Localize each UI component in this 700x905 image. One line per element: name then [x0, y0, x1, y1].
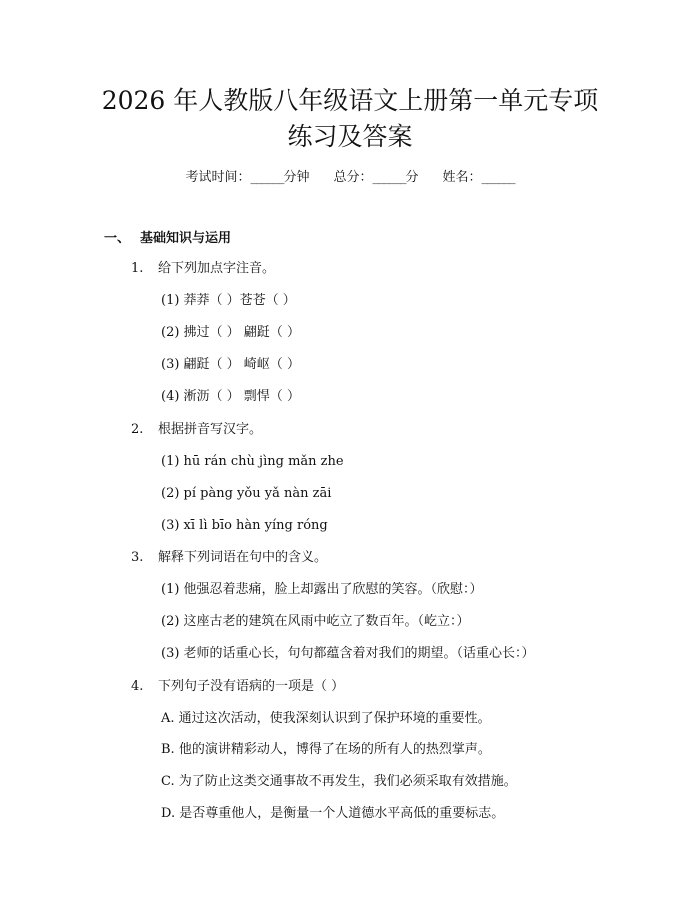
- question-3-item-1: (1) 他强忍着悲痛，脸上却露出了欣慰的笑容。（欣慰：）: [161, 582, 483, 597]
- question-4-option-a: A. 通过这次活动，使我深刻认识到了保护环境的重要性。: [161, 711, 491, 726]
- question-number: 3.: [131, 550, 144, 565]
- question-text: 给下列加点字注音。: [158, 261, 276, 276]
- question-1-item-4: (4) 淅沥（ ） 剽悍（ ）: [161, 389, 300, 404]
- page-title-line-2: 练习及答案: [287, 122, 413, 151]
- page-title-line-1: 2026 年人教版八年级语文上册第一单元专项: [101, 86, 599, 115]
- total-score-blank: ______: [372, 170, 406, 185]
- question-4-option-c: C. 为了防止这类交通事故不再发生，我们必须采取有效措施。: [161, 774, 517, 789]
- total-score-label: 总分：: [333, 170, 373, 185]
- question-number: 1.: [131, 261, 144, 276]
- exam-meta-line: [0, 168, 700, 188]
- question-text: 下列句子没有语病的一项是（ ）: [158, 679, 345, 694]
- question-number: 4.: [131, 679, 144, 694]
- question-number: 2.: [131, 422, 144, 437]
- question-2-item-2: (2) pí pàng yǒu yǎ nàn zāi: [161, 486, 332, 501]
- student-name-label: 姓名：: [442, 170, 482, 185]
- question-text: 解释下列词语在句中的含义。: [158, 550, 328, 565]
- question-3: [131, 548, 327, 568]
- question-text: 根据拼音写汉字。: [158, 422, 263, 437]
- question-3-item-3: (3) 老师的话重心长，句句都蕴含着对我们的期望。（话重心长：）: [161, 646, 535, 661]
- question-4-option-b: B. 他的演讲精彩动人，博得了在场的所有人的热烈掌声。: [161, 742, 491, 757]
- question-4-option-d: D. 是否尊重他人，是衡量一个人道德水平高低的重要标志。: [161, 806, 505, 821]
- section-title: 基础知识与运用: [140, 231, 232, 246]
- question-1: [131, 259, 275, 279]
- total-score-unit: 分: [405, 170, 419, 185]
- exam-time-blank: ______: [250, 170, 284, 185]
- question-2-item-3: (3) xī lì bīo hàn yíng róng: [161, 518, 328, 533]
- question-1-item-3: (3) 翩跹（ ） 崎岖（ ）: [161, 357, 300, 372]
- question-4: [131, 677, 344, 697]
- question-1-item-1: (1) 莽莽（ ）苍苍（ ）: [161, 293, 296, 308]
- exam-time-label: 考试时间：: [185, 170, 251, 185]
- exam-time-unit: 分钟: [283, 170, 310, 185]
- question-2-item-1: (1) hū rán chù jìng mǎn zhe: [161, 454, 344, 469]
- student-name-blank: ______: [481, 170, 515, 185]
- section-number: 一、: [104, 231, 131, 246]
- section-heading: [104, 229, 231, 249]
- question-3-item-2: (2) 这座古老的建筑在风雨中屹立了数百年。（屹立：）: [161, 614, 470, 629]
- question-2: [131, 420, 262, 440]
- question-1-item-2: (2) 拂过（ ） 翩跹（ ）: [161, 325, 300, 340]
